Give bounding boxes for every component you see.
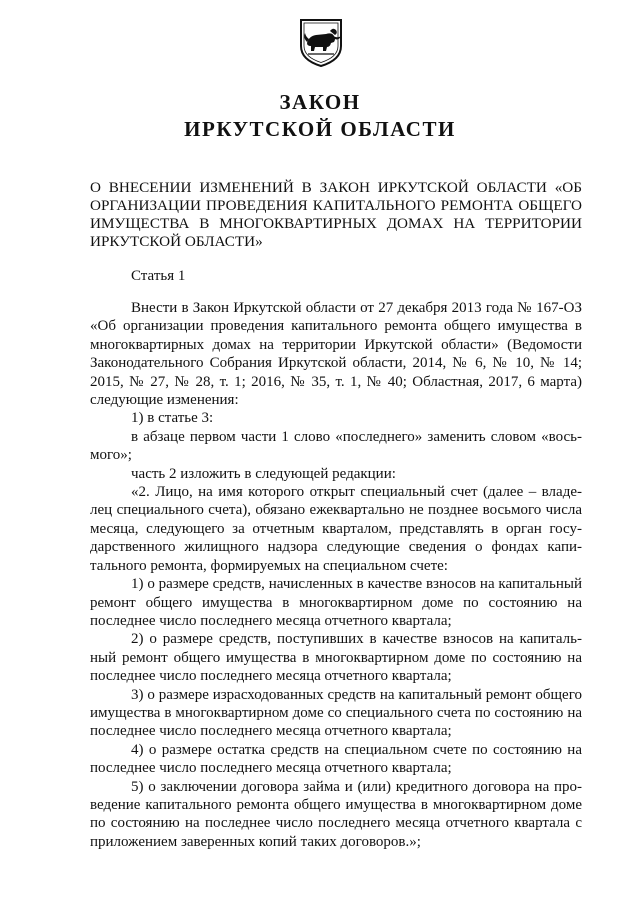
paragraph-intro: Внести в Закон Иркутской области от 27 декабря 2013 года № 167-ОЗ «Об организации проведения капитального ремонта общего имущества в многоквартирных домах на территории Иркутской области» (Ведомости Законодательного Собрания Иркутской области, 2014, № 6, № 10, № 14; 2015, № 27, № 28, т. 1; 2016, № 35, т. 1, № 40; Областная, 2017, 6 марта) следующие изменения: [90,300,582,409]
paragraph-new-text: «2. Лицо, на имя которого открыт специальный счет (далее – владелец специального счета), обязано ежеквартально не позднее восьмого числа месяца, следующего за отчетным кварталом, представлять в орган государственного жилищного надзора следующие сведения о фондах капитального ремонта, формируемых на специальном счете: [90,484,582,574]
paragraph-part-2: часть 2 изложить в следующей редакции: [131,465,396,482]
law-subject: О ВНЕСЕНИИ ИЗМЕНЕНИЙ В ЗАКОН ИРКУТСКОЙ ОБЛАСТИ «ОБ ОРГАНИЗАЦИИ ПРОВЕДЕНИЯ КАПИТАЛЬНОГО РЕМОНТА ОБЩЕГО ИМУЩЕСТВА В МНОГОКВАРТИРНЫХ ДОМАХ НА ТЕРРИТОРИИ ИРКУТСКОЙ ОБЛАСТИ» [90,179,582,250]
paragraph-replace-word: в абзаце первом части 1 слово «последнего» заменить словом «восьмого»; [90,428,582,464]
paragraph-subitem-4: 4) о размере остатка средств на специальном счете по состоянию на последнее число последнего месяца отчетного квартала; [90,741,582,777]
law-title: ЗАКОН [279,90,361,114]
paragraph-subitem-1: 1) о размере средств, начисленных в качестве взносов на капитальный ремонт общего имущества в многоквартирном доме по состоянию на последнее число последнего месяца отчетного квартала; [90,576,582,629]
coat-of-arms-icon [297,16,345,68]
paragraph-subitem-2: 2) о размере средств, поступивших в качестве взносов на капитальный ремонт общего имущества в многоквартирном доме по состоянию на последнее число последнего месяца отчетного квартала; [90,631,582,685]
article-heading: Статья 1 [131,268,186,284]
law-region-title: ИРКУТСКОЙ ОБЛАСТИ [184,117,456,141]
paragraph-item-1: 1) в статье 3: [131,410,214,427]
article-body [90,299,582,851]
paragraph-subitem-3: 3) о размере израсходованных средств на капитальный ремонт общего имущества в многоквартирном доме со специального счета по состоянию на последнее число последнего месяца отчетного квартала; [90,686,582,740]
paragraph-subitem-5: 5) о заключении договора займа и (или) кредитного договора на проведение капитального ремонта общего имущества в многоквартирном доме по состоянию на последнее число последнего месяца отчетного квартала с приложением заверенных копий таких договоров.»; [90,778,582,850]
